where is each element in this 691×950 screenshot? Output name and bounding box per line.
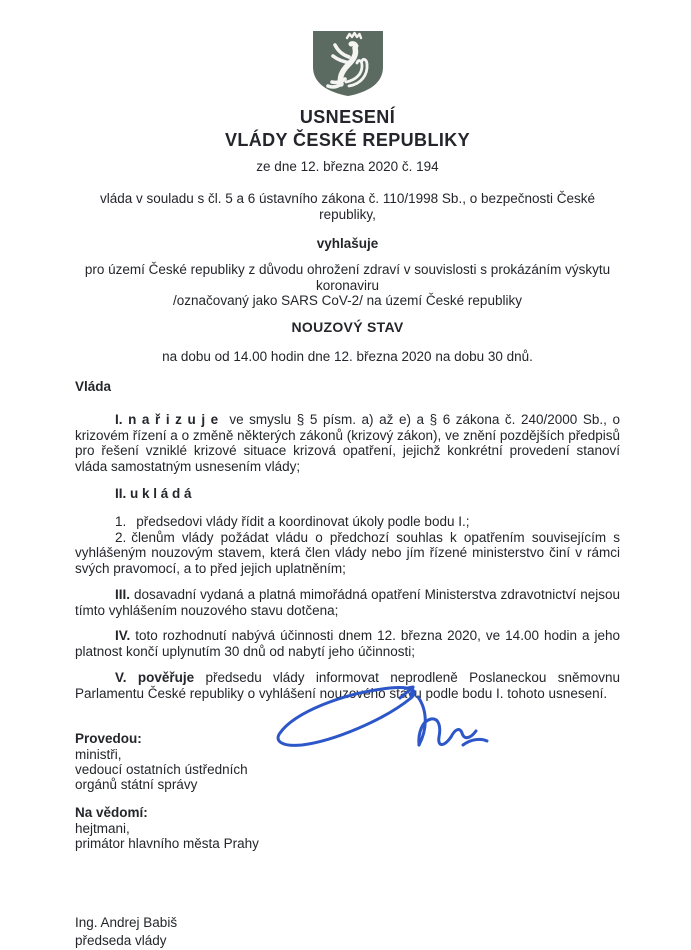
section-4-body: toto rozhodnutí nabývá účinnosti dnem 12. března 2020, ve 14.00 hodin a jeho platnost končí uplynutím 30 dnů od nabytí jeho účinnosti; <box>75 628 620 659</box>
subject-label: Vláda <box>75 379 112 394</box>
czech-coat-of-arms-icon <box>312 30 384 97</box>
section-2-heading: II. u k l á d á <box>115 486 192 501</box>
document-page <box>0 30 691 948</box>
handwritten-signature-icon <box>272 675 490 765</box>
item-1-number: 1. <box>115 514 127 529</box>
section-5-body: předsedu vlády informovat neprodleně Poslaneckou sněmovnu Parlamentu České republiky o vyhlášení nouzového stavu podle bodu I. tohoto usnesení. <box>75 670 620 701</box>
duration-line: na dobu od 14.00 hodin dne 12. března 2020 na dobu 30 dnů. <box>162 348 533 364</box>
state-of-emergency-title: NOUZOVÝ STAV <box>291 318 404 335</box>
legal-basis-line: vláda v souladu s čl. 5 a 6 ústavního zákona č. 110/1998 Sb., o bezpečnosti České republiky, <box>99 191 596 222</box>
scope-line2: /označovaný jako SARS CoV-2/ na území České republiky <box>173 293 522 308</box>
section-4-lead: IV. <box>115 628 131 643</box>
section-2-item-2 <box>75 530 620 577</box>
document-title-line1: USNESENÍ <box>299 107 396 127</box>
provedou-line: vedoucí ostatních ústředních <box>75 762 248 777</box>
signatory-title: předseda vlády <box>75 933 167 948</box>
section-2-item-1 <box>75 514 620 530</box>
document-title-line2: VLÁDY ČESKÉ REPUBLIKY <box>224 130 471 150</box>
na-vedomi-line: hejtmani, <box>75 821 130 836</box>
signature-svg <box>272 675 490 765</box>
na-vedomi-line: primátor hlavního města Prahy <box>75 836 259 851</box>
section-1-text <box>218 412 229 427</box>
section-1-lead: I. n a ř i z u j e <box>115 412 219 427</box>
scope-line1: pro území České republiky z důvodu ohrožení zdraví v souvislosti s prokázáním výskytu koronaviru <box>84 262 611 293</box>
section-3-measures <box>75 587 620 618</box>
section-5-lead: V. pověřuje <box>115 670 195 685</box>
section-1-body: ve smyslu § 5 písm. a) až e) a § 6 zákona č. 240/2000 Sb., o krizovém řízení a o změně některých zákonů (krizový zákon), ve znění pozdějších předpisů pro řešení vzniklé krizové situace krizová opatření, jejichž konkrétní provedení stanoví vláda samostatným usnesením vlády; <box>75 412 620 474</box>
section-4-effectivity <box>75 628 620 659</box>
section-5-spacer <box>194 670 205 685</box>
signatory-name: Ing. Andrej Babiš <box>75 915 178 930</box>
na-vedomi-block <box>75 805 620 851</box>
provedou-heading: Provedou: <box>75 731 142 746</box>
item-1-text: předsedovi vlády řídit a koordinovat úkoly podle bodu I.; <box>136 514 470 529</box>
na-vedomi-heading: Na vědomí: <box>75 805 148 820</box>
document-date-number: ze dne 12. března 2020 č. 194 <box>256 159 439 174</box>
section-3-body: dosavadní vydaná a platná mimořádná opatření Ministerstva zdravotnictví nejsou tímto vyhlášením nouzového stavu dotčena; <box>75 587 620 618</box>
declares-word: vyhlašuje <box>316 236 379 251</box>
signatory-block <box>75 914 620 950</box>
section-1-orders <box>75 412 620 474</box>
item-2-text: členům vlády požádat vládu o předchozí souhlas k opatřením souvisejícím s vyhlášeným nouzovým stavem, která člen vlády nebo jím řízené ministerstvo činí v rámci svých pravomocí, a to před jejich uplatněním; <box>75 529 620 576</box>
item-2-number: 2. <box>115 529 127 545</box>
section-3-lead: III. <box>115 587 131 602</box>
provedou-line: orgánů státní správy <box>75 777 198 792</box>
scope-paragraph <box>75 262 620 309</box>
provedou-line: ministři, <box>75 747 122 762</box>
